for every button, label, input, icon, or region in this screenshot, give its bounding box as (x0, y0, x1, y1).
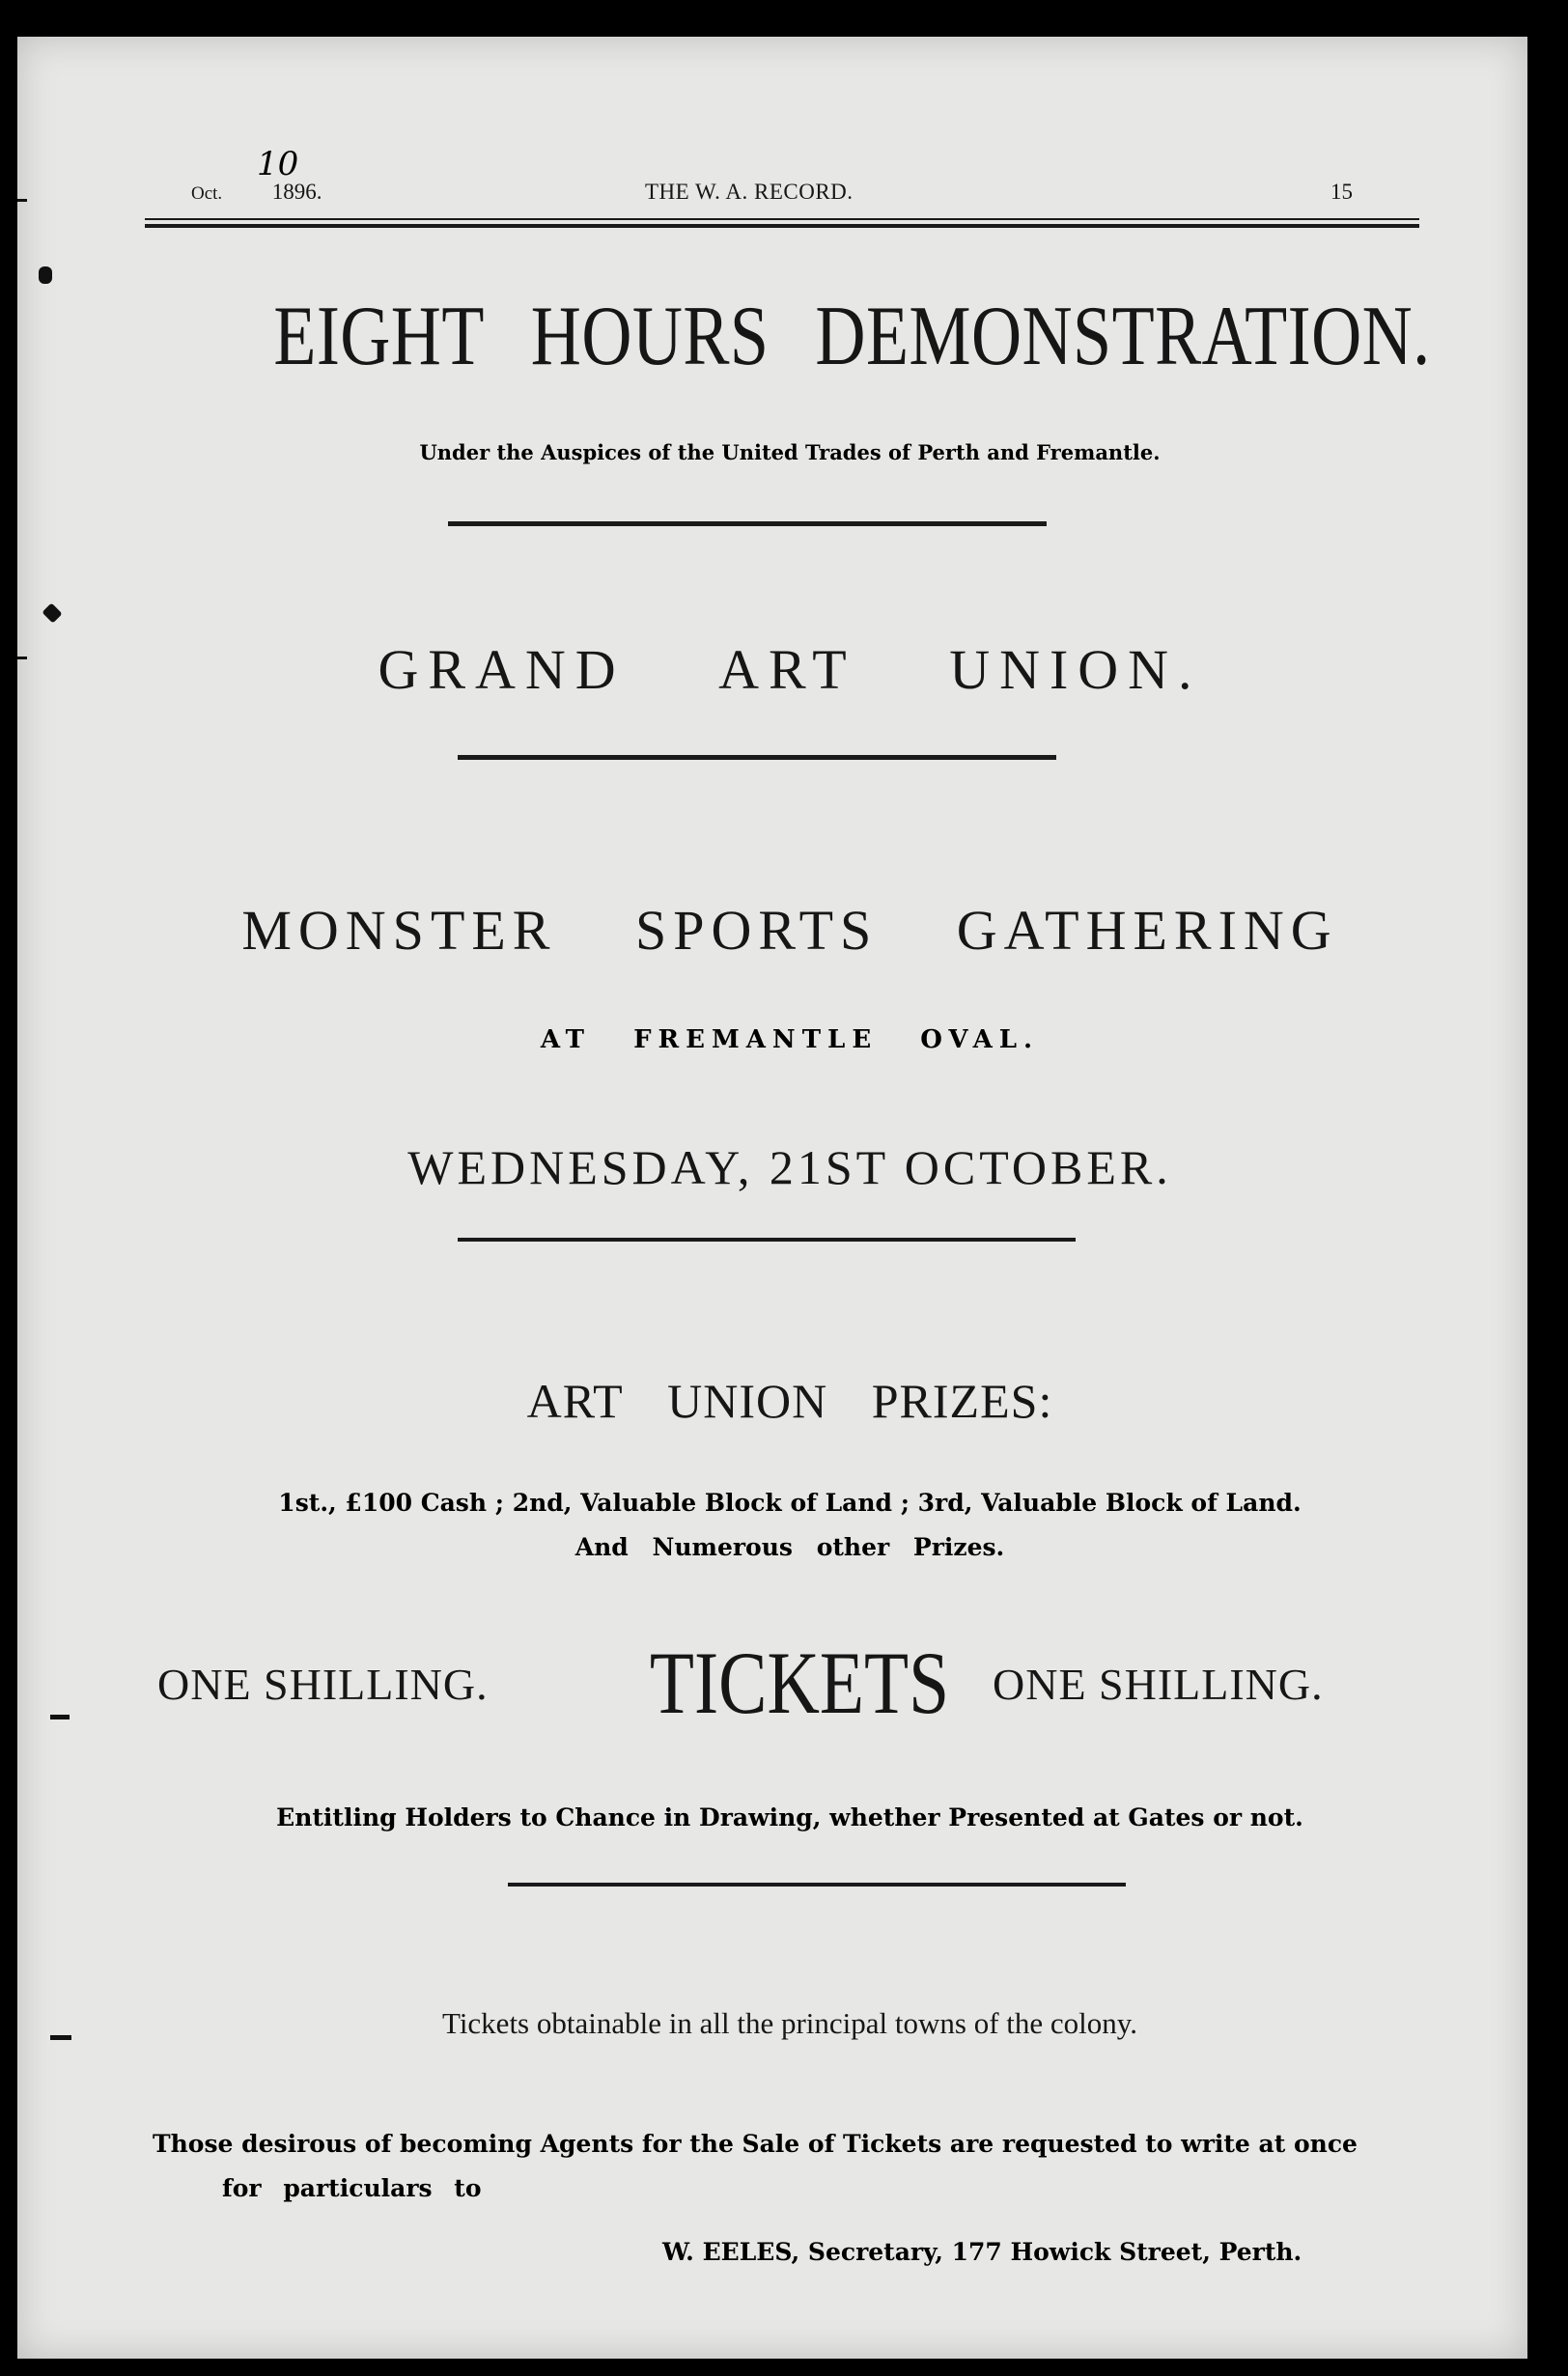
agents-word: particulars (283, 2174, 433, 2202)
monster-word: GATHERING (956, 899, 1338, 962)
other-prizes-line (162, 1533, 1417, 1561)
date-year: 1896. (271, 180, 322, 204)
obtainable-line: Tickets obtainable in all the principal towns of the colony. (441, 2006, 1138, 2040)
tickets-heading: TICKETS (649, 1634, 950, 1732)
prizes-word: PRIZES: (871, 1374, 1053, 1428)
ticket-price-right: ONE SHILLING. (993, 1660, 1324, 1709)
running-header-title: THE W. A. RECORD. (645, 180, 854, 204)
grand-art-union-heading (210, 637, 1369, 702)
location-word: FREMANTLE (633, 1025, 879, 1054)
monster-word: MONSTER (241, 899, 557, 962)
margin-mark (17, 657, 27, 659)
entitling-line: Entitling Holders to Chance in Drawing, whether Presented at Gates or not. (276, 1803, 1303, 1831)
location-word: OVAL. (920, 1025, 1040, 1054)
date-prefix: Oct. (191, 183, 223, 204)
grand-word: ART (718, 638, 856, 701)
margin-mark (42, 602, 62, 623)
event-date-line: WEDNESDAY, 21ST OCTOBER. (407, 1140, 1172, 1194)
monster-word: SPORTS (635, 899, 879, 962)
grand-word: UNION. (949, 638, 1202, 701)
headline-word: DEMONSTRATION. (815, 290, 1431, 383)
agents-request-continuation (222, 2174, 495, 2202)
divider-rule (458, 755, 1056, 760)
divider-rule (458, 1238, 1076, 1242)
other-prizes-word: other (816, 1533, 890, 1561)
headline (260, 288, 1431, 385)
ticket-price-left: ONE SHILLING. (157, 1660, 489, 1709)
margin-mark (50, 1715, 70, 1719)
prizes-word: UNION (667, 1374, 828, 1428)
location-word: AT (540, 1025, 592, 1054)
margin-mark (50, 2035, 71, 2040)
margin-mark (17, 199, 27, 202)
secretary-signature: W. EELES, Secretary, 177 Howick Street, Perth. (662, 2238, 1302, 2266)
headline-word: EIGHT (273, 290, 485, 383)
prize-list-line: 1st., £100 Cash ; 2nd, Valuable Block of Land ; 3rd, Valuable Block of Land. (278, 1489, 1302, 1517)
page-number: 15 (1330, 180, 1353, 204)
newspaper-page (17, 37, 1527, 2359)
margin-mark (39, 266, 52, 284)
agents-request-line: Those desirous of becoming Agents for the Sale of Tickets are requested to write at once (153, 2130, 1358, 2158)
location-line (307, 1025, 1273, 1054)
other-prizes-word: And (574, 1533, 629, 1561)
handwritten-day-annotation: 10 (257, 145, 299, 183)
headline-word: HOURS (530, 290, 770, 383)
grand-word: GRAND (378, 638, 626, 701)
prizes-heading (307, 1373, 1273, 1429)
divider-rule (508, 1883, 1126, 1887)
agents-word: to (454, 2174, 482, 2202)
other-prizes-word: Prizes. (912, 1533, 1005, 1561)
divider-rule (448, 521, 1047, 526)
auspices-line: Under the Auspices of the United Trades of Perth and Fremantle. (419, 440, 1161, 464)
agents-word: for (222, 2174, 262, 2202)
prizes-word: ART (526, 1374, 624, 1428)
other-prizes-word: Numerous (652, 1533, 793, 1561)
header-rule-top (145, 218, 1419, 220)
monster-sports-heading (133, 898, 1446, 963)
header-rule-bottom (145, 224, 1419, 228)
